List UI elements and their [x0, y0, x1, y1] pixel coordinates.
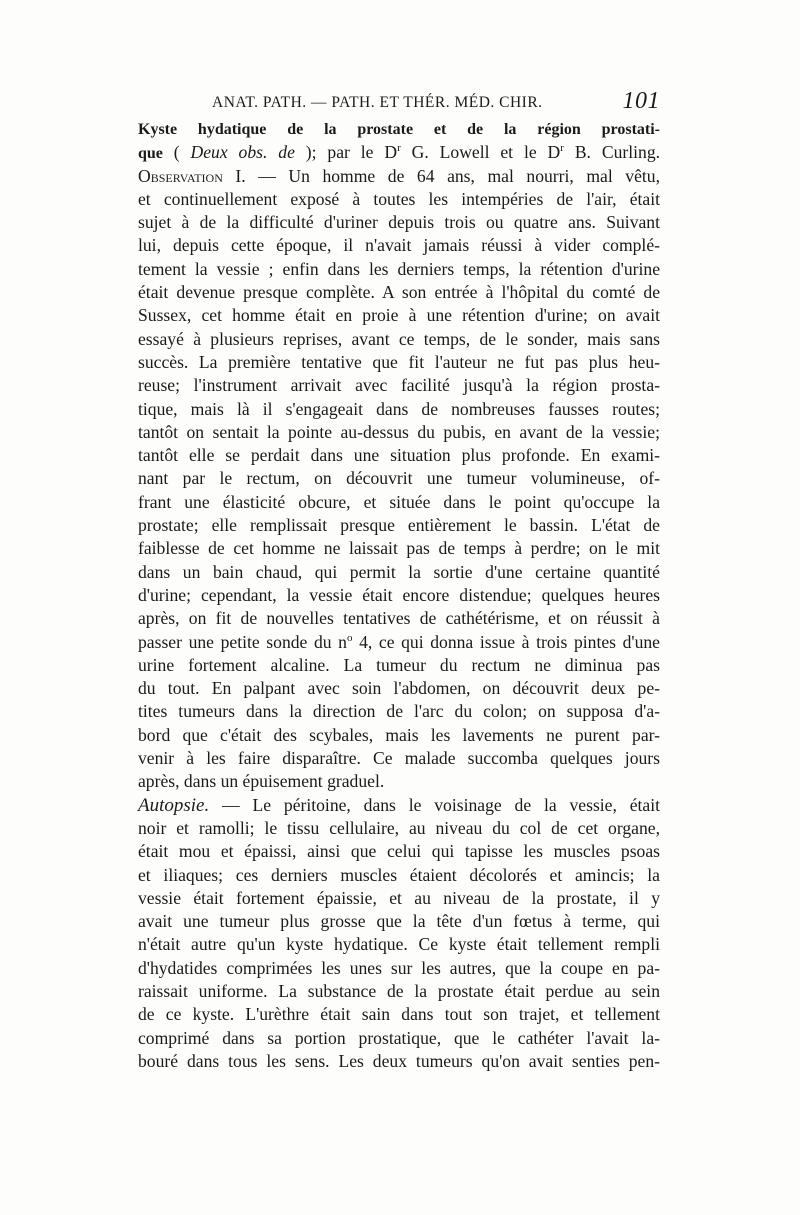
superscript-r: r — [560, 142, 564, 155]
observation-paragraph — [138, 188, 660, 631]
autopsie-paragraph — [138, 817, 660, 1073]
text-line: et continuellement exposé à toutes les intempéries de l'air, était — [138, 188, 660, 209]
text-line: d'hydatides comprimées les unes sur les autres, que la coupe en pa- — [138, 957, 660, 978]
running-head — [138, 88, 660, 118]
text-line: du tout. En palpant avec soin l'abdomen, on découvrit deux pe- — [138, 678, 660, 699]
text-line: tantôt on sentait la pointe au-dessus du pubis, en avant de la vessie; — [138, 421, 660, 442]
text-line: raissait uniforme. La substance de la prostate était perdue au sein — [138, 980, 660, 1001]
text-line: avait une tumeur plus grosse que la tête d'un fœtus à terme, qui — [138, 911, 660, 932]
text-line: sujet à de la difficulté d'uriner depuis trois ou quatre ans. Suivant — [138, 212, 660, 233]
text-line: prostate; elle remplissait presque entièrement le bassin. L'état de — [138, 515, 660, 536]
text-line: n'était autre qu'un kyste hydatique. Ce kyste était tellement rempli — [138, 934, 660, 955]
text-line: urine fortement alcaline. La tumeur du rectum ne diminua pas — [138, 654, 660, 675]
text-line: bord que c'était des scybales, mais les lavements ne purent par- — [138, 724, 660, 745]
text-line: tique, mais là il s'engageait dans de nombreuses fausses routes; — [138, 398, 660, 419]
article-title-paren: ( — [162, 142, 191, 163]
author-curling: B. Curling. — [563, 142, 661, 163]
page-number: 101 — [622, 88, 660, 114]
observation-first-text: — Un homme de 64 ans, mal nourri, mal vêtu, — [245, 165, 660, 186]
autopsie-first-line — [138, 794, 660, 817]
text-line: était devenue presque complète. A son entrée à l'hôpital du comté de — [138, 282, 660, 303]
text-line: était mou et épaissi, ainsi que celui qui tapisse les muscles psoas — [138, 841, 660, 862]
superscript-o: o — [346, 631, 353, 644]
text-line — [138, 631, 660, 654]
observation-label: Observation I. — [138, 165, 246, 186]
autopsie-first-text: — Le péritoine, dans le voisinage de la vessie, était — [209, 794, 660, 815]
article-title-line-1: Kyste hydatique de la prostate et de la région prostati- — [138, 121, 660, 138]
text-fragment: passer une petite sonde du n — [138, 631, 347, 652]
article-title-word: que — [138, 145, 163, 163]
article-title-italic: Deux obs. de — [190, 142, 295, 163]
observation-paragraph-continued — [138, 654, 660, 770]
text-line: vessie était fortement épaissie, et au niveau de la prostate, il y — [138, 887, 660, 908]
text-line: dans un bain chaud, qui permit la sortie d'une certaine quantité — [138, 561, 660, 582]
author-lowell: G. Lowell et le D — [400, 142, 561, 163]
text-line: faiblesse de cet homme ne laissait pas de temps à perdre; on le mit — [138, 538, 660, 559]
text-line: d'urine; cependant, la vessie était encore distendue; quelques heures — [138, 584, 660, 605]
text-line: comprimé dans sa portion prostatique, que le cathéter l'avait la- — [138, 1027, 660, 1048]
book-page — [138, 88, 660, 1073]
article-title-line-2 — [138, 141, 660, 164]
text-line: de ce kyste. L'urèthre était sain dans tout son trajet, et tellement — [138, 1004, 660, 1025]
text-line: reuse; l'instrument arrivait avec facilité jusqu'à la région prosta- — [138, 375, 660, 396]
text-line: frant une élasticité obcure, et située dans le point qu'occupe la — [138, 491, 660, 512]
running-head-title: ANAT. PATH. — PATH. ET THÉR. MÉD. CHIR. — [212, 94, 543, 111]
superscript-r: r — [397, 142, 401, 155]
text-line: lui, depuis cette époque, il n'avait jamais réussi à vider complé- — [138, 235, 660, 256]
text-fragment: 4, ce qui donna issue à trois pintes d'une — [352, 631, 660, 652]
text-line: venir à les faire disparaître. Ce malade succomba quelques jours — [138, 748, 660, 769]
text-line: essayé à plusieurs reprises, avant ce temps, de le sonder, mais sans — [138, 328, 660, 349]
autopsie-label: Autopsie. — [138, 794, 210, 816]
article-body — [138, 118, 660, 1073]
text-line: après, on fit de nouvelles tentatives de cathétérisme, et on réussit à — [138, 608, 660, 629]
text-line: tement la vessie ; enfin dans les derniers temps, la rétention d'urine — [138, 258, 660, 279]
text-line: et iliaques; ces derniers muscles étaient décolorés et amincis; la — [138, 864, 660, 885]
text-line: Sussex, cet homme était en proie à une rétention d'urine; on avait — [138, 305, 660, 326]
text-line: bouré dans tous les sens. Les deux tumeurs qu'on avait senties pen- — [138, 1050, 660, 1071]
text-line: tites tumeurs dans la direction de l'arc du colon; on supposa d'a- — [138, 701, 660, 722]
observation-last-line: après, dans un épuisement graduel. — [138, 771, 385, 792]
observation-first-line — [138, 165, 660, 188]
text-line: succès. La première tentative que fit l'auteur ne fut pas plus heu- — [138, 351, 660, 372]
text-line: tantôt elle se perdait dans une situation plus profonde. En exami- — [138, 445, 660, 466]
article-title-byline: ); par le D — [294, 142, 398, 163]
text-line: noir et ramolli; le tissu cellulaire, au niveau du col de cet organe, — [138, 817, 660, 838]
text-line: nant par le rectum, on découvrit une tumeur volumineuse, of- — [138, 468, 660, 489]
